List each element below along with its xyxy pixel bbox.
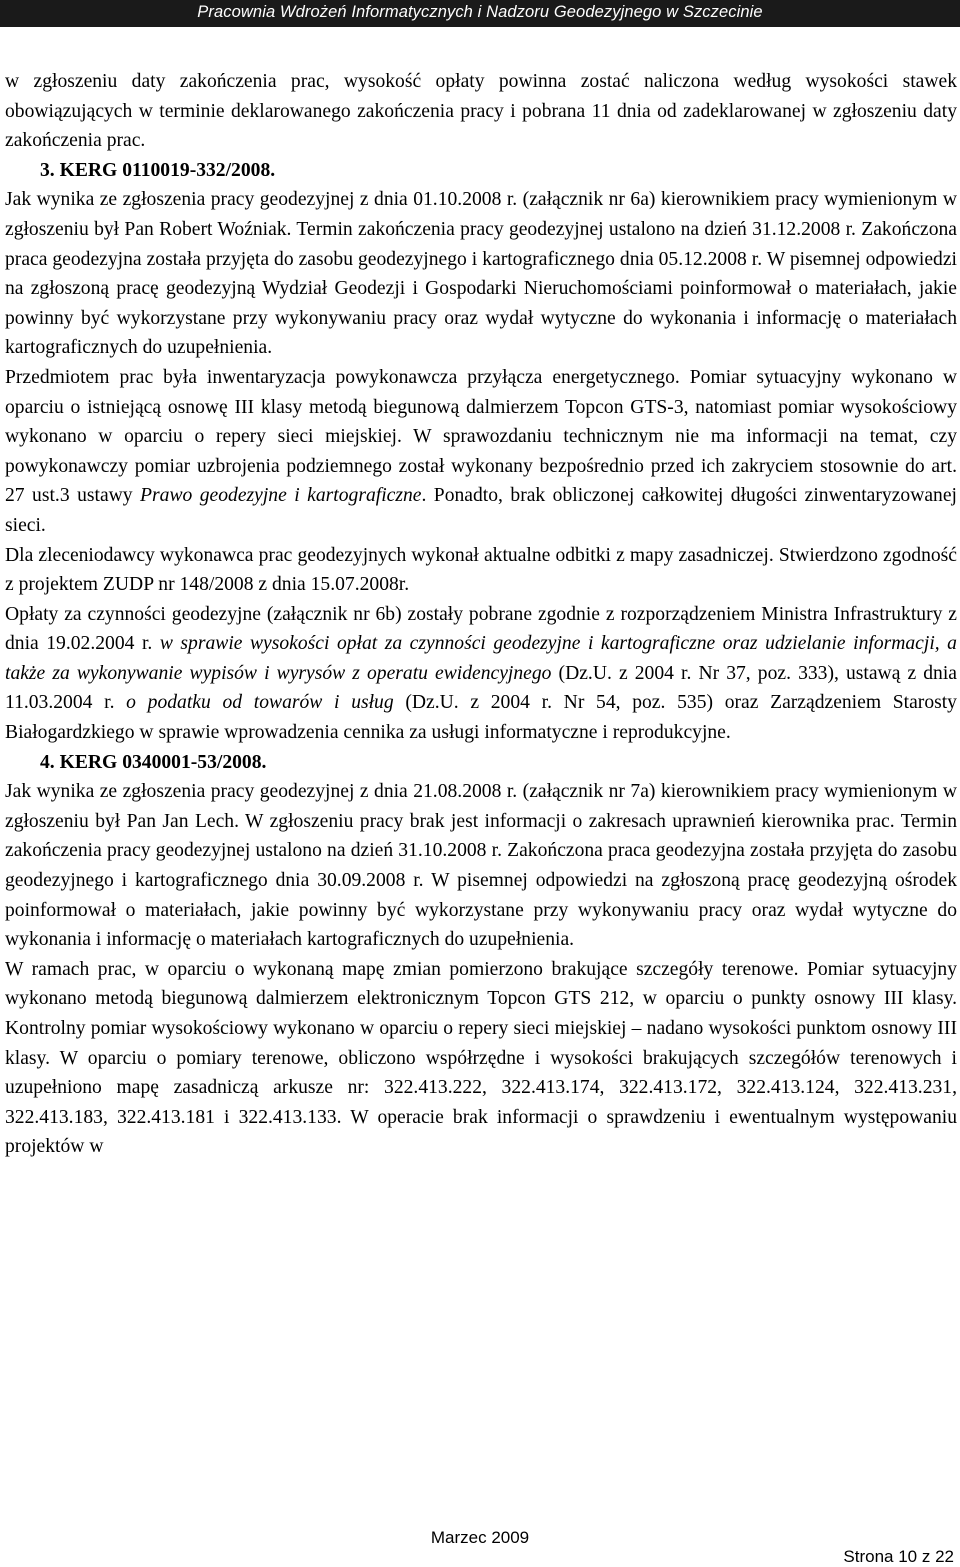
paragraph-3-1: Jak wynika ze zgłoszenia pracy geodezyjnej z dnia 01.10.2008 r. (załącznik nr 6a) kierownikiem pracy wymienionym w zgłoszeniu był Pan Robert Woźniak. Termin zakończenia pracy geodezyjnej ustalono na dzień 31.12.2008 r. Zakończona praca geodezyjna została przyjęta do zasobu geodezyjnego i kartograficznego dnia 05.12.2008 r. W pisemnej odpowiedzi na zgłoszoną pracę geodezyjną Wydział Geodezji i Gospodarki Nieruchomościami poinformował o materiałach, jakie powinny być wykorzystane przy wykonywaniu pracy oraz wydał wytyczne do wykonania i informację o materiałach kartograficznych do uzupełnienia. xyxy=(5,189,957,359)
page-number: Strona 10 z 22 xyxy=(843,1547,954,1566)
paragraph-intro: w zgłoszeniu daty zakończenia prac, wysokość opłaty powinna zostać naliczona według wysokości stawek obowiązujących w terminie deklarowanego zakończenia pracy i pobrana 11 dnia od zadeklarowanej w zgłoszeniu daty zakończenia prac. xyxy=(5,71,957,152)
paragraph-4-2: W ramach prac, w oparciu o wykonaną mapę zmian pomierzono brakujące szczegóły terenowe. Pomiar sytuacyjny wykonano metodą biegunową dalmierzem elektronicznym Topcon GTS 212, w oparciu o punkty osnowy III klasy. Kontrolny pomiar wysokościowy wykonano w oparciu o repery sieci miejskiej – nadano wysokości punktom osnowy III klasy. W oparciu o pomiary terenowe, obliczono współrzędne i wysokości brakujących szczegółów terenowych i uzupełniono mapę zasadniczą arkusze nr: 322.413.222, 322.413.174, 322.413.172, 322.413.124, 322.413.231, 322.413.183, 322.413.181 i 322.413.133. W operacie brak informacji o sprawdzeniu i ewentualnym występowaniu projektów w xyxy=(5,958,957,1158)
paragraph-3-3: Dla zleceniodawcy wykonawca prac geodezyjnych wykonał aktualne odbitki z mapy zasadniczej. Stwierdzono zgodność z projektem ZUDP nr 148/2008 z dnia 15.07.2008r. xyxy=(5,544,957,596)
paragraph-3-4-text-b: (Dz.U. z 2004 r. Nr 37, poz. 333), ustawą z dnia 11.03.2004 r. xyxy=(5,662,957,714)
regulation-title-italic: w sprawie wysokości opłat za czynności geodezyjne i kartograficzne oraz udzielanie informacji, a także za wykonywanie wypisów i wyrysów z operatu ewidencyjnego xyxy=(5,633,957,684)
footer-date: Marzec 2009 xyxy=(430,1528,530,1547)
section-heading-3: 3. KERG 0110019-332/2008. xyxy=(40,159,276,181)
vat-act-title-italic: o podatku od towarów i usług xyxy=(126,692,394,714)
document-body xyxy=(5,67,957,1162)
paragraph-3-4 xyxy=(5,600,957,748)
paragraph-3-4-text-a: Opłaty za czynności geodezyjne (załącznik nr 6b) zostały pobrane zgodnie z rozporządzeniem Ministra Infrastruktury z dnia 19.02.2004 r. xyxy=(5,603,957,655)
paragraph-3-2 xyxy=(5,363,957,541)
paragraph-4-1: Jak wynika ze zgłoszenia pracy geodezyjnej z dnia 21.08.2008 r. (załącznik nr 7a) kierownikiem pracy wymienionym w zgłoszeniu był Pan Jan Lech. W zgłoszeniu pracy brak jest informacji o zakresach uprawnień kierownika prac. Termin zakończenia pracy geodezyjnej ustalono na dzień 31.10.2008 r. Zakończona praca geodezyjna została przyjęta do zasobu geodezyjnego i kartograficznego dnia 30.09.2008 r. W pisemnej odpowiedzi na zgłoszoną pracę geodezyjną ośrodek poinformował o materiałach, jakie powinny być wykorzystane przy wykonywaniu pracy oraz wydał wytyczne do wykonania i informację o materiałach kartograficznych do uzupełnienia. xyxy=(5,781,957,951)
law-title-italic: Prawo geodezyjne i kartograficzne xyxy=(140,485,422,507)
paragraph-3-2-text-b: . Ponadto, brak obliczonej całkowitej długości zinwentaryzowanej sieci. xyxy=(5,485,957,536)
paragraph-3-4-text-c: (Dz.U. z 2004 r. Nr 54, poz. 535) oraz Zarządzeniem Starosty Białogardzkiego w sprawie wprowadzenia cennika za usługi informatyczne i reprodukcyjne. xyxy=(5,692,957,744)
section-heading-4: 4. KERG 0340001-53/2008. xyxy=(40,751,267,773)
header-title: Pracownia Wdrożeń Informatycznych i Nadzoru Geodezyjnego w Szczecinie xyxy=(197,3,763,21)
paragraph-3-2-text-a: Przedmiotem prac była inwentaryzacja powykonawcza przyłącza energetycznego. Pomiar sytuacyjny wykonano w oparciu o istniejącą osnowę III klasy metodą biegunową dalmierzem Topcon GTS-3, natomiast pomiar wysokościowy wykonano w oparciu o repery sieci miejskiej. W sprawozdaniu technicznym nie ma informacji na temat, czy powykonawczy pomiar uzbrojenia podziemnego został wykonany bezpośrednio przed ich zakryciem stosownie do art. 27 ust.3 ustawy xyxy=(5,366,957,507)
